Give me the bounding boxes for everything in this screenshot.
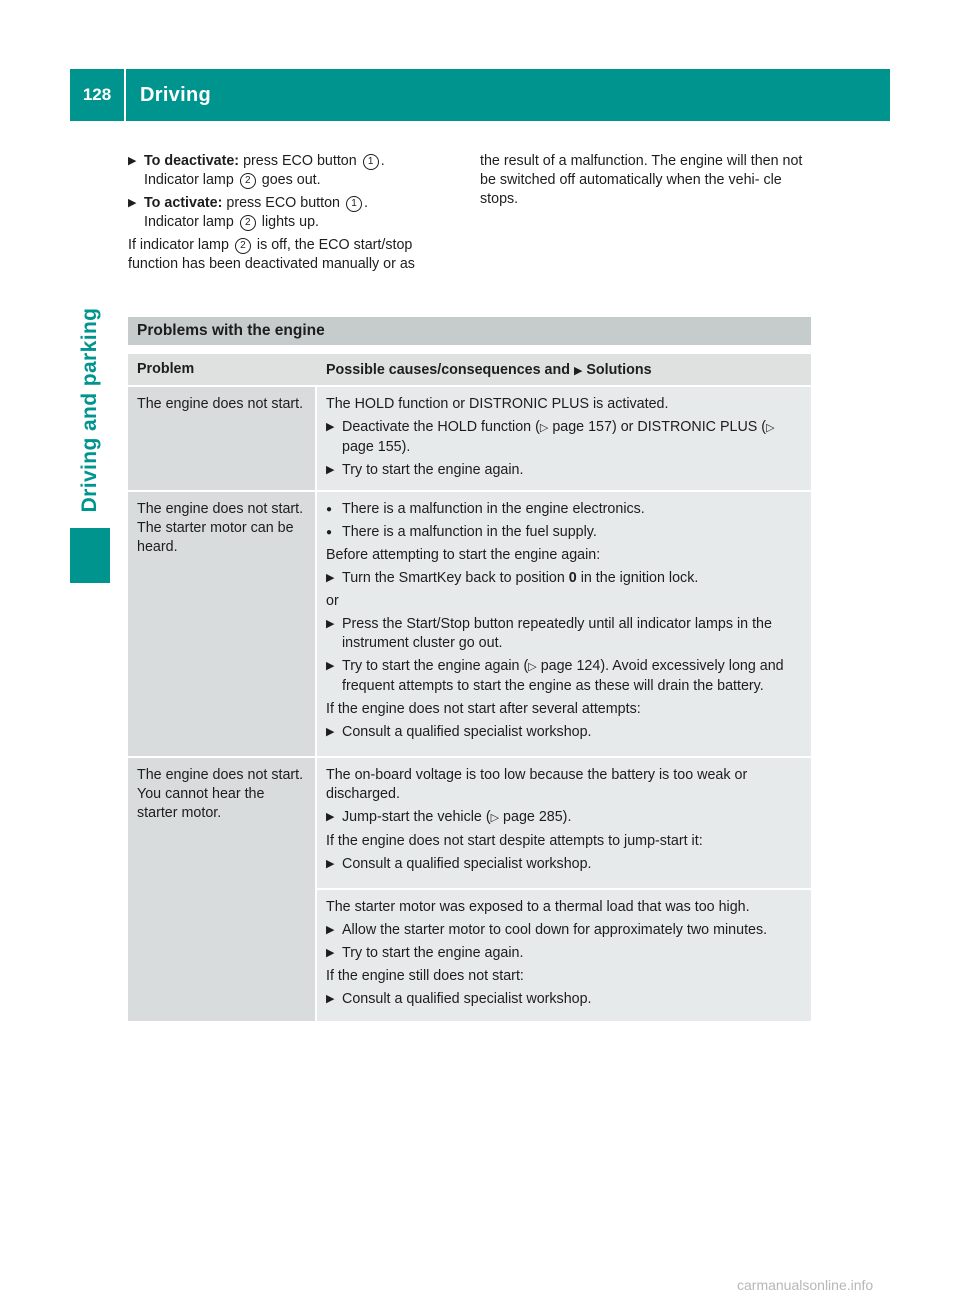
step-text: Consult a qualified specialist workshop. — [342, 991, 592, 1007]
problems-table — [128, 354, 811, 1023]
callout-number: 2 — [240, 215, 256, 231]
solution-block — [317, 492, 811, 756]
step-text: Try to start the engine again. — [342, 462, 524, 478]
cause-bullet — [326, 500, 802, 519]
indicator-lamp-text: Indicator lamp — [144, 172, 234, 188]
chapter-title: Driving — [140, 83, 211, 106]
intro-continuation: the result of a malfunction. The engine will then not be switched off automatically when the vehi- cle stops. — [480, 153, 803, 207]
callout-number: 2 — [235, 238, 251, 254]
solution-step — [326, 723, 802, 742]
step-text: Consult a qualified specialist workshop. — [342, 724, 592, 740]
step-text: Consult a qualified specialist workshop. — [342, 856, 592, 872]
step-text: Turn the SmartKey back to position — [342, 570, 565, 586]
step-text: Jump-start the vehicle ( — [342, 809, 491, 825]
col-header-problem: Problem — [137, 361, 195, 377]
step-text: Try to start the engine again ( — [342, 658, 529, 674]
solution-step — [326, 569, 802, 588]
callout-number: 2 — [240, 173, 256, 189]
deactivate-step — [128, 152, 458, 190]
solution-cell — [317, 758, 811, 1021]
arrow-icon: ▶ — [326, 618, 335, 630]
col-header-solutions — [317, 354, 811, 385]
page-header — [70, 69, 890, 121]
activate-label: To activate: — [144, 195, 223, 211]
arrow-icon: ▶ — [326, 464, 335, 476]
arrow-icon: ▶ — [326, 924, 335, 936]
page-ref-icon: ▷ — [528, 661, 537, 673]
solution-block — [317, 890, 811, 1021]
side-tab-label: Driving and parking — [78, 307, 101, 513]
table-header — [128, 354, 811, 385]
solution-step — [326, 921, 802, 940]
solution-step — [326, 808, 802, 828]
table-row — [128, 387, 811, 490]
solution-step — [326, 990, 802, 1009]
intro-paragraph — [128, 236, 458, 274]
solution-block — [317, 758, 811, 888]
activate-step — [128, 194, 458, 232]
step-text: page 157) or DISTRONIC PLUS ( — [552, 419, 767, 435]
step-text: page 124). Avoid excessively long and frequent attempts to start the engine as these will drain the battery. — [342, 658, 784, 694]
cause-text: The on-board voltage is too low because the battery is too weak or discharged. — [326, 767, 748, 802]
cause-text: The starter motor was exposed to a thermal load that was too high. — [326, 899, 750, 915]
step-bold-text: 0 — [568, 570, 577, 586]
arrow-icon: ▶ — [573, 365, 583, 377]
step-text: Press the Start/Stop button repeatedly until all indicator lamps in the instrument cluster go out. — [342, 616, 772, 651]
cause-bullet — [326, 523, 802, 542]
bullet-icon: ● — [326, 504, 333, 515]
deactivate-text: press ECO button — [243, 153, 357, 169]
solution-step — [326, 944, 802, 963]
bullet-icon: ● — [326, 527, 333, 538]
instruction-text: Before attempting to start the engine again: — [326, 547, 601, 563]
arrow-icon: ▶ — [128, 155, 137, 167]
arrow-icon: ▶ — [326, 421, 335, 433]
arrow-icon: ▶ — [326, 858, 335, 870]
step-text: Deactivate the HOLD function ( — [342, 419, 540, 435]
bullet-text: There is a malfunction in the fuel supply. — [342, 524, 597, 540]
side-tab-marker — [70, 528, 110, 583]
solution-cell — [317, 492, 811, 756]
arrow-icon: ▶ — [128, 197, 137, 209]
solution-block — [317, 387, 811, 490]
cause-text: The HOLD function or DISTRONIC PLUS is activated. — [326, 396, 669, 412]
solution-step — [326, 418, 802, 457]
or-text: or — [326, 593, 339, 609]
watermark: carmanualsonline.info — [737, 1277, 874, 1293]
table-row — [128, 758, 811, 1021]
section-title: Problems with the engine — [128, 317, 811, 345]
page-ref-icon: ▷ — [766, 422, 775, 434]
indicator-lamp-text: Indicator lamp — [144, 214, 234, 230]
solution-step — [326, 855, 802, 874]
arrow-icon: ▶ — [326, 947, 335, 959]
intro-right-column — [480, 152, 816, 209]
if-rest-text: is off, the ECO start/stop function has been deactivated manually or as — [128, 237, 415, 272]
step-text: in the ignition lock. — [580, 570, 699, 586]
arrow-icon: ▶ — [326, 993, 335, 1005]
lights-up-text: lights up. — [261, 214, 319, 230]
callout-number: 1 — [346, 196, 362, 212]
deactivate-label: To deactivate: — [144, 153, 240, 169]
arrow-icon: ▶ — [326, 660, 335, 672]
col-header-prefix: Possible causes/consequences and — [326, 362, 570, 378]
callout-number: 1 — [363, 154, 379, 170]
arrow-icon: ▶ — [326, 811, 335, 823]
if-indicator-text: If indicator lamp — [128, 237, 229, 253]
solution-step — [326, 657, 802, 696]
page-ref-icon: ▷ — [490, 812, 500, 824]
arrow-icon: ▶ — [326, 726, 335, 738]
page-number: 128 — [70, 69, 126, 121]
intro-left-column — [128, 152, 458, 274]
step-text: page 155). — [342, 439, 411, 455]
step-text: page 285). — [503, 809, 572, 825]
problem-cell: The engine does not start. The starter motor can be heard. — [128, 492, 315, 756]
bullet-text: There is a malfunction in the engine electronics. — [342, 501, 645, 517]
punctuation: . — [364, 195, 368, 211]
solution-cell — [317, 387, 811, 490]
problem-cell: The engine does not start. — [128, 387, 315, 490]
col-header-suffix: Solutions — [586, 362, 652, 378]
solution-step — [326, 461, 802, 480]
page-ref-icon: ▷ — [539, 422, 549, 434]
instruction-text: If the engine still does not start: — [326, 968, 524, 984]
table-row — [128, 492, 811, 756]
instruction-text: If the engine does not start after several attempts: — [326, 701, 641, 717]
activate-text: press ECO button — [226, 195, 341, 211]
solution-step — [326, 615, 802, 653]
punctuation: . — [380, 153, 385, 169]
step-text: Allow the starter motor to cool down for approximately two minutes. — [342, 922, 768, 938]
step-text: Try to start the engine again. — [342, 945, 524, 961]
arrow-icon: ▶ — [326, 572, 335, 584]
instruction-text: If the engine does not start despite attempts to jump-start it: — [326, 833, 703, 849]
problem-cell: The engine does not start. You cannot hear the starter motor. — [128, 758, 315, 1021]
goes-out-text: goes out. — [261, 172, 321, 188]
